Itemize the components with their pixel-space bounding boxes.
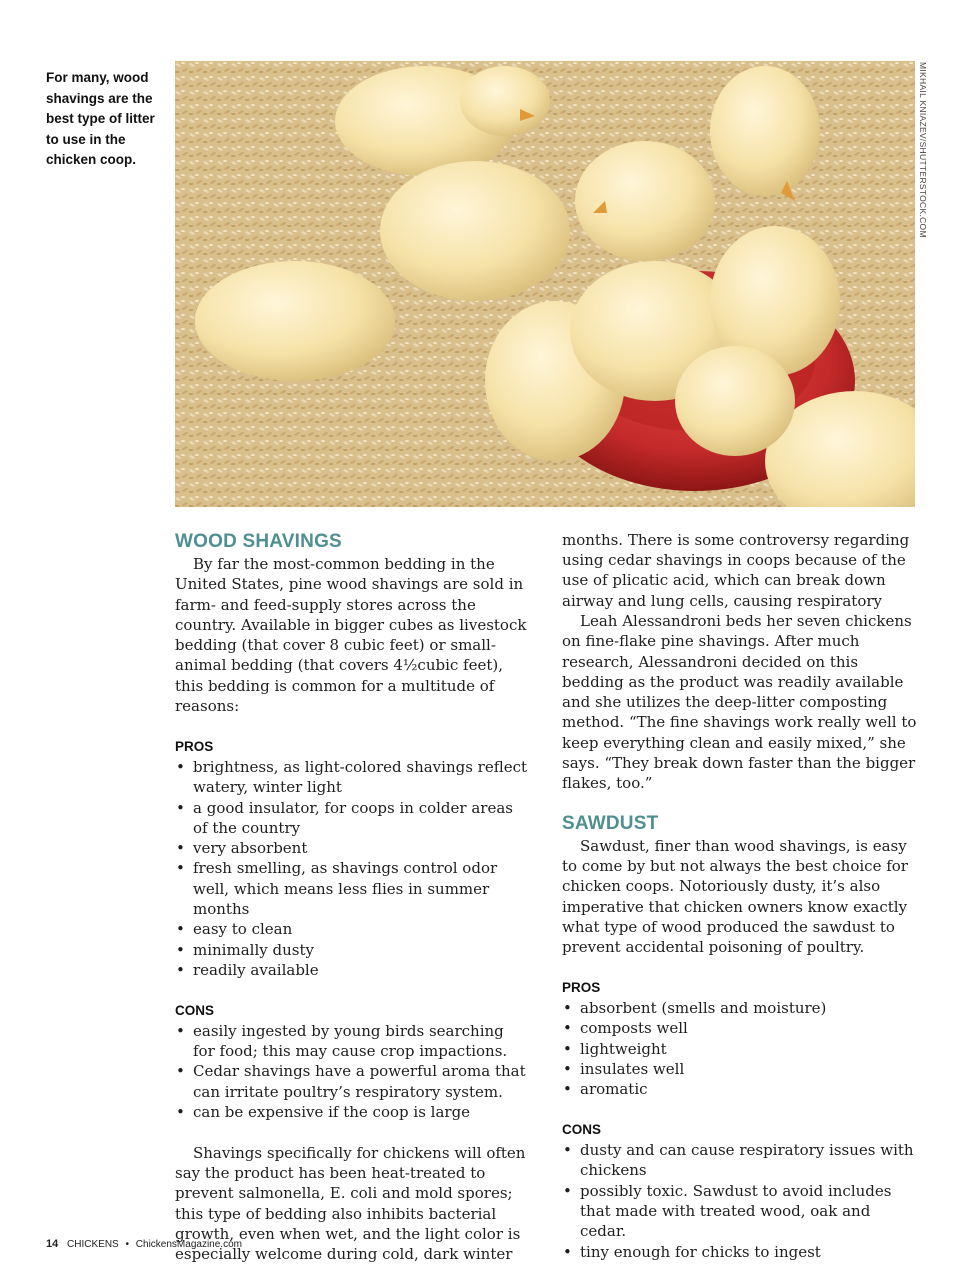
magazine-name: CHICKENS xyxy=(67,1239,119,1250)
page-footer xyxy=(46,1238,242,1250)
list-item: • very absorbent xyxy=(175,838,530,858)
page-number: 14 xyxy=(46,1238,59,1250)
photo-caption: For many, wood shavings are the best type of litter to use in the chicken coop. xyxy=(46,70,155,167)
list-item: • fresh smelling, as shavings control odor well, which means less flies in summer months xyxy=(175,858,530,919)
list-item: • can be expensive if the coop is large xyxy=(175,1102,530,1122)
wood-pros-label: PROS xyxy=(175,738,214,754)
list-item: • Cedar shavings have a powerful aroma that can irritate poultry’s respiratory system. xyxy=(175,1061,530,1102)
list-item: • possibly toxic. Sawdust to avoid includes that made with treated wood, oak and cedar. xyxy=(562,1181,917,1242)
wood-shavings-heading: WOOD SHAVINGS xyxy=(175,531,342,552)
list-item: • insulates well xyxy=(562,1059,917,1079)
right-column xyxy=(562,530,917,1262)
magazine-site: ChickensMagazine.com xyxy=(135,1239,242,1250)
list-item: • dusty and can cause respiratory issues with chickens xyxy=(562,1140,917,1181)
wood-para-2-continued xyxy=(562,530,917,611)
sawdust-pros-list xyxy=(562,998,917,1099)
list-item: • composts well xyxy=(562,1018,917,1038)
list-item: • brightness, as light-colored shavings reflect watery, winter light xyxy=(175,757,530,798)
photo-credit: MIKHAIL KNIAZEV/SHUTTERSTOCK.COM xyxy=(918,62,928,238)
footer-separator: • xyxy=(125,1239,130,1250)
list-item: • readily available xyxy=(175,960,530,980)
sawdust-cons-list xyxy=(562,1140,917,1262)
wood-para-3: Leah Alessandroni beds her seven chickens on fine-flake pine shavings. After much research, Alessandroni decided on this bedding as the product was readily available and she utilizes the deep-litter composting method. “The fine shavings work really well to keep everything clean and easily mixed,” she says. “They break down faster than the bigger flakes, too.” xyxy=(562,612,917,793)
list-item: • absorbent (smells and moisture) xyxy=(562,998,917,1018)
wood-para-2-flow: months. There is some controversy regarding using cedar shavings in coops because of the use of plicatic acid, which can break down airway and lung cells, causing respiratory xyxy=(562,530,910,610)
wood-pros-list xyxy=(175,757,530,980)
list-item: • easy to clean xyxy=(175,919,530,939)
chicks-illustration xyxy=(175,61,915,507)
sawdust-heading: SAWDUST xyxy=(562,812,659,834)
wood-para-2: Shavings specifically for chickens will often say the product has been heat-treated to prevent salmonella, E. coli and mold spores; this type of bedding also inhibits bacterial growth, even when wet, and the light color is especially welcome during cold, dark winter xyxy=(175,1143,526,1264)
wood-cons-list xyxy=(175,1021,530,1122)
chicks-photo xyxy=(175,61,915,507)
sawdust-cons-label: CONS xyxy=(562,1121,602,1137)
wood-cons-label: CONS xyxy=(175,1002,215,1018)
list-item: • minimally dusty xyxy=(175,940,530,960)
list-item: • lightweight xyxy=(562,1039,917,1059)
sawdust-intro: Sawdust, finer than wood shavings, is easy to come by but not always the best choice for chicken coops. Notoriously dusty, it’s also imperative that chicken owners know exactly what type of wood produced the sawdust to prevent accidental poisoning of poultry. xyxy=(562,836,908,957)
left-column xyxy=(175,530,530,1265)
list-item: • aromatic xyxy=(562,1079,917,1099)
list-item: • tiny enough for chicks to ingest xyxy=(562,1242,917,1262)
sawdust-pros-label: PROS xyxy=(562,979,601,995)
list-item: • a good insulator, for coops in colder areas of the country xyxy=(175,798,530,839)
list-item: • easily ingested by young birds searching for food; this may cause crop impactions. xyxy=(175,1021,530,1062)
wood-intro: By far the most-common bedding in the United States, pine wood shavings are sold in farm- and feed-supply stores across the country. Available in bigger cubes as livestock bedding (that cover 8 cubic feet) or small-animal bedding (that covers 4½cubic feet), this bedding is common for a multitude of reasons: xyxy=(175,555,527,716)
